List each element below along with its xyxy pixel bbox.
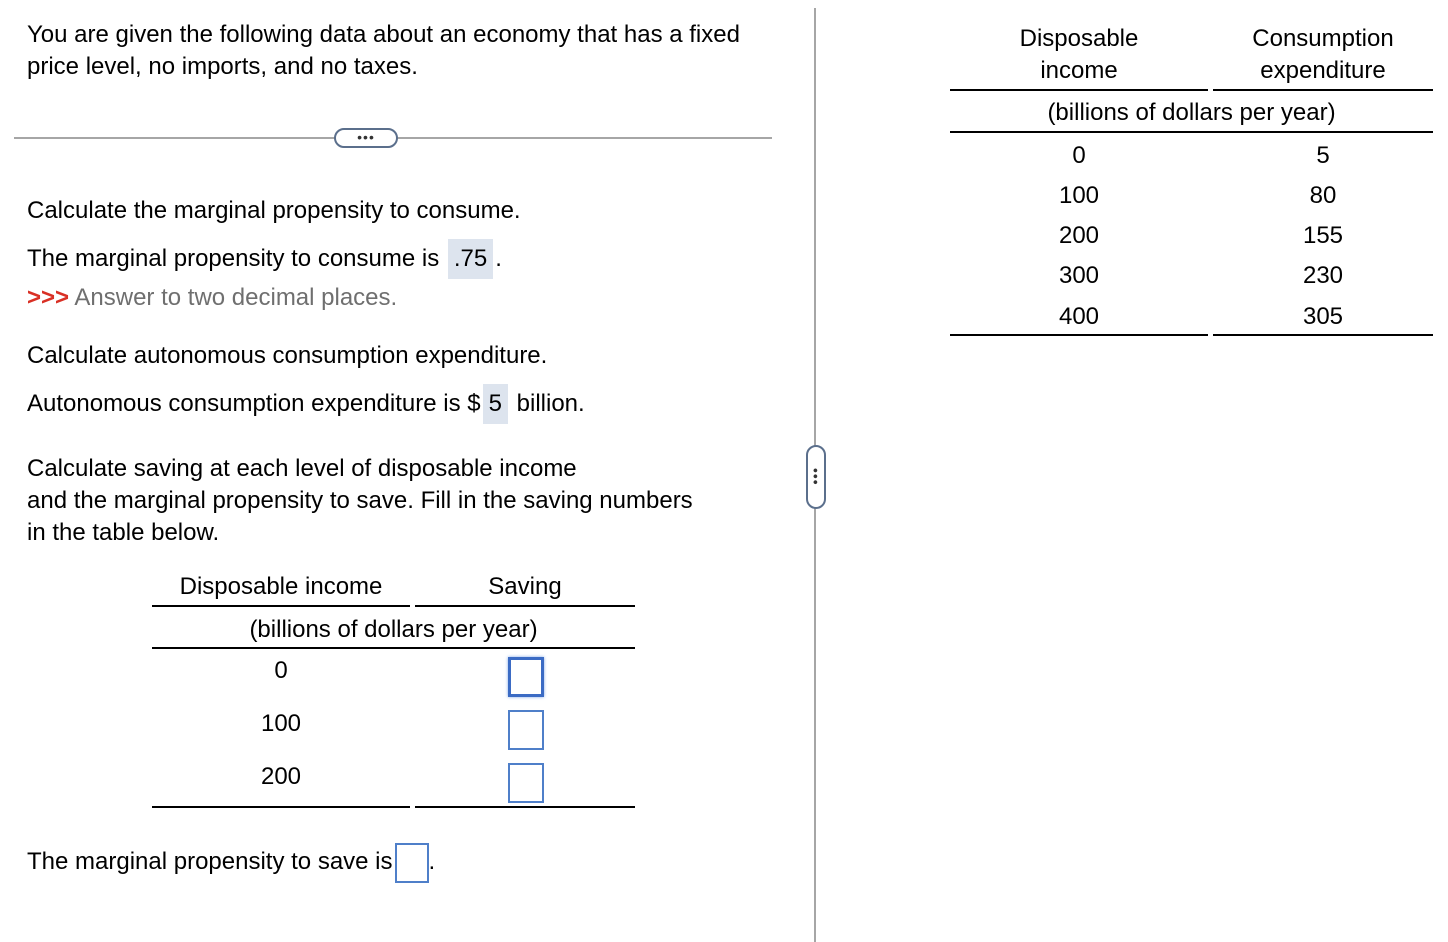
saving-question-line2: and the marginal propensity to save. Fill in the saving numbers [27, 487, 693, 514]
mps-suffix: . [428, 848, 436, 875]
saving-input-row-200[interactable] [508, 763, 544, 803]
data-table-units: (billions of dollars per year) [1047, 99, 1336, 126]
saving-table-units: (billions of dollars per year) [249, 616, 538, 643]
autonomous-answer-prefix: Autonomous consumption expenditure is $ [27, 390, 481, 417]
saving-table-income: 0 [274, 657, 288, 684]
data-table-income: 300 [1058, 262, 1100, 289]
data-table-rule [1213, 89, 1433, 91]
saving-table-income: 200 [260, 763, 302, 790]
saving-table-col2-header: Saving [488, 573, 562, 600]
mpc-question: Calculate the marginal propensity to consume. [27, 197, 521, 224]
saving-question-line3: in the table below. [27, 519, 220, 546]
mps-input[interactable] [395, 843, 429, 883]
autonomous-answer-line [27, 384, 585, 424]
data-table-consumption: 155 [1302, 222, 1344, 249]
mpc-answer-line [27, 239, 502, 279]
autonomous-question: Calculate autonomous consumption expenditure. [27, 342, 548, 369]
saving-table-rule [415, 605, 635, 607]
data-table-col2-header-line2: expenditure [1260, 57, 1386, 84]
data-table-rule [950, 89, 1208, 91]
saving-input-row-0[interactable] [508, 657, 544, 697]
expand-more-button[interactable]: ••• [334, 128, 398, 148]
panel-divider-handle[interactable]: ••• [806, 445, 826, 509]
saving-table-rule [152, 647, 635, 649]
data-table-income: 0 [1072, 142, 1086, 169]
problem-intro: You are given the following data about an economy that has a fixed price level, no imports, and no taxes. [27, 21, 740, 80]
data-table-consumption: 80 [1309, 182, 1337, 209]
saving-table-rule [152, 806, 410, 808]
data-table-rule [950, 131, 1433, 133]
saving-input-row-100[interactable] [508, 710, 544, 750]
mpc-answer-prefix: The marginal propensity to consume is [27, 245, 440, 272]
mps-answer-line [27, 842, 435, 883]
autonomous-answer-suffix: billion. [516, 390, 585, 417]
hint-arrows: >>> [27, 284, 70, 311]
mpc-answer-value[interactable]: .75 [448, 239, 493, 279]
data-table-income: 400 [1058, 303, 1100, 330]
mps-prefix: The marginal propensity to save is [27, 848, 393, 875]
data-table-rule [950, 334, 1208, 336]
saving-question-line1: Calculate saving at each level of disposable income [27, 455, 577, 482]
saving-table-rule [152, 605, 410, 607]
data-table-consumption: 5 [1316, 142, 1330, 169]
autonomous-answer-value[interactable]: 5 [483, 384, 508, 424]
mpc-hint [27, 282, 397, 314]
data-table-col1-header-line1: Disposable [1019, 25, 1139, 52]
data-table-income: 200 [1058, 222, 1100, 249]
saving-table-col1-header: Disposable income [179, 573, 383, 600]
data-table-col1-header-line2: income [1040, 57, 1118, 84]
data-table-col2-header-line1: Consumption [1252, 25, 1394, 52]
data-table-rule [1213, 334, 1433, 336]
saving-table-rule [415, 806, 635, 808]
data-table-consumption: 230 [1302, 262, 1344, 289]
data-table-income: 100 [1058, 182, 1100, 209]
saving-table-income: 100 [260, 710, 302, 737]
hint-text: Answer to two decimal places. [74, 284, 398, 311]
mpc-answer-suffix: . [495, 245, 502, 272]
data-table-consumption: 305 [1302, 303, 1344, 330]
